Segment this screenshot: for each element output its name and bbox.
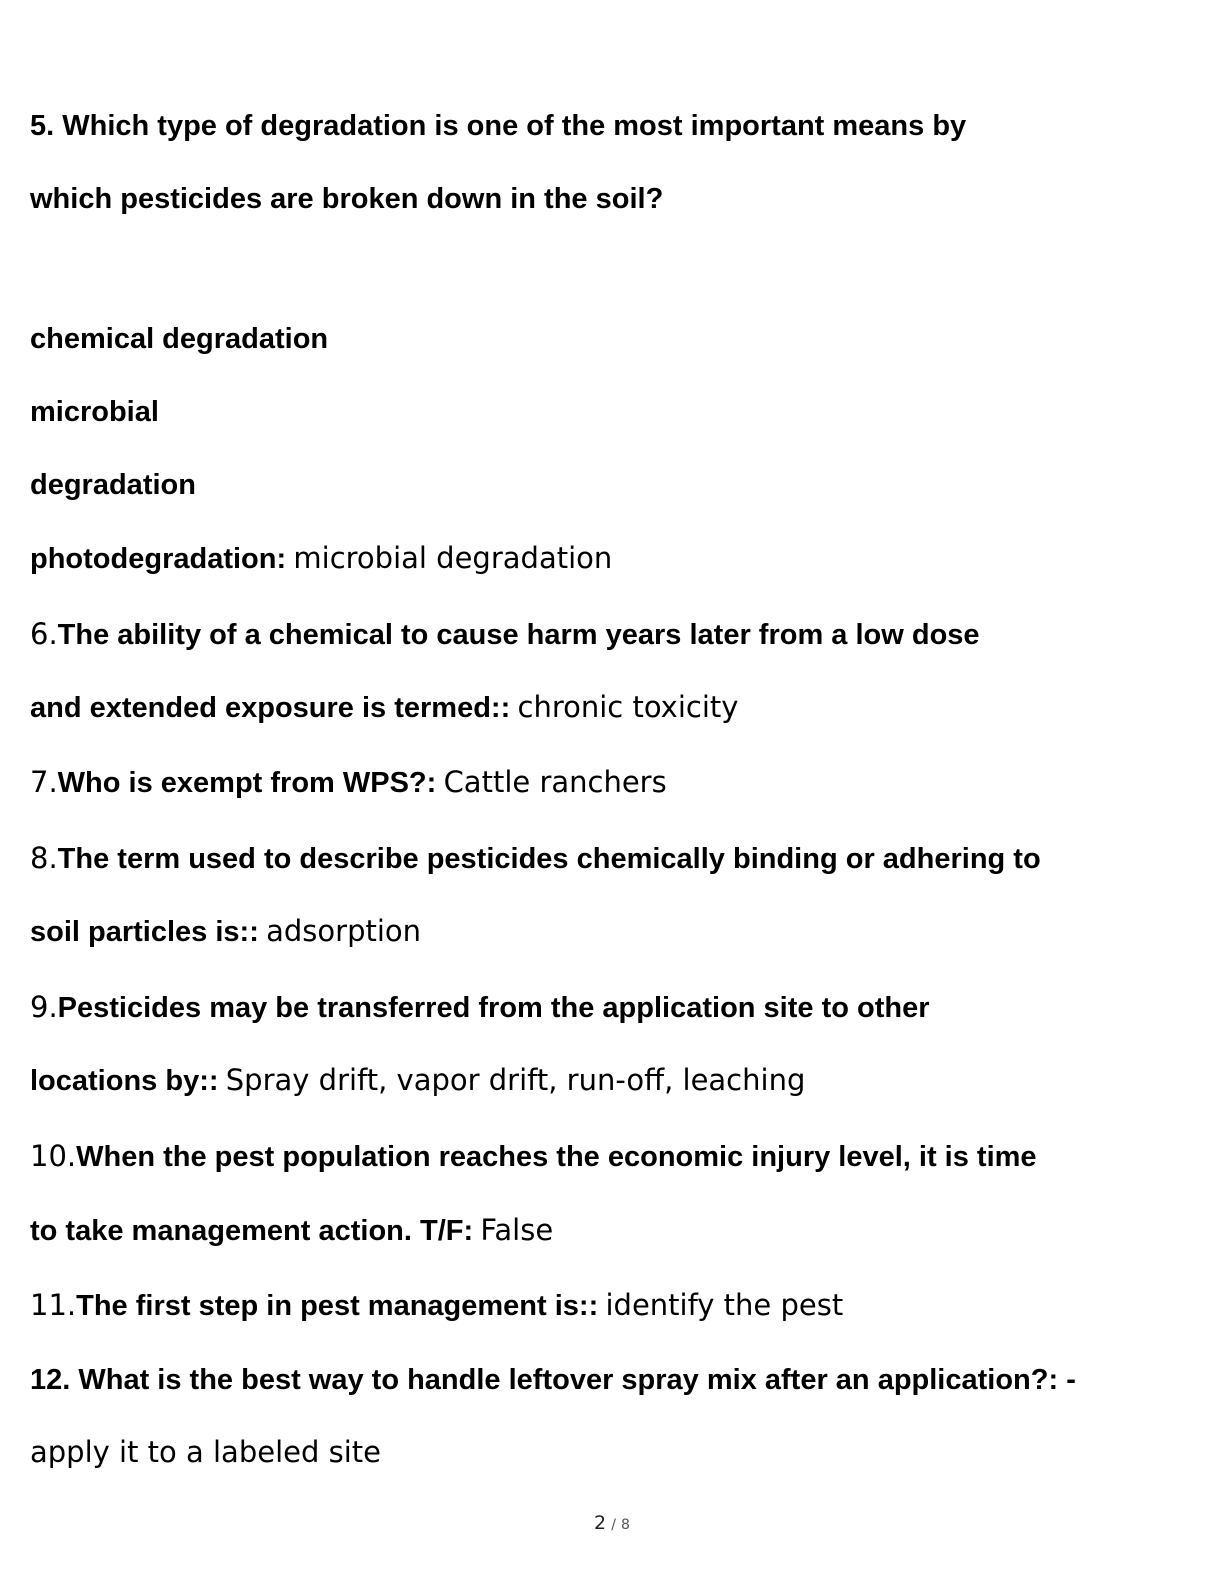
q8-question-line2 [30, 913, 421, 950]
q5-option-photodegradation: photodegradation: [30, 543, 287, 575]
q7-number: 7. [30, 765, 58, 799]
q7-line [30, 764, 667, 801]
q10-answer: False [480, 1213, 554, 1247]
q11-answer: identify the pest [605, 1288, 844, 1322]
q6-question-text-cont: and extended exposure is termed:: [30, 692, 511, 724]
q12-question-line1: 12. What is the best way to handle leftover spray mix after an application?: - [30, 1364, 1076, 1396]
q8-number: 8. [30, 841, 58, 875]
q7-question-text: Who is exempt from WPS?: [57, 767, 437, 799]
q8-question-line1 [30, 840, 1041, 877]
q9-question-line2 [30, 1062, 805, 1099]
q7-answer: Cattle ranchers [443, 765, 667, 799]
q10-number: 10. [30, 1139, 77, 1173]
q8-answer: adsorption [266, 914, 422, 948]
q6-question-text: The ability of a chemical to cause harm years later from a low dose [57, 619, 980, 651]
q5-question-line2: which pesticides are broken down in the soil? [30, 183, 664, 215]
q10-question-text-cont: to take management action. T/F: [30, 1215, 474, 1247]
q11-number: 11. [30, 1288, 77, 1322]
q5-option-chemical: chemical degradation [30, 323, 329, 355]
q8-question-text-cont: soil particles is:: [30, 916, 259, 948]
page-separator: / [611, 1517, 616, 1533]
q6-question-line2 [30, 689, 738, 726]
q5-answer: microbial degradation [293, 541, 613, 575]
page-total: 8 [621, 1517, 630, 1533]
q5-option-degradation: degradation [30, 469, 196, 501]
page-current: 2 [594, 1512, 607, 1534]
q9-answer: Spray drift, vapor drift, run-off, leaching [225, 1063, 806, 1097]
q10-question-line2 [30, 1212, 553, 1249]
q5-option-microbial: microbial [30, 396, 159, 428]
q10-question-text: When the pest population reaches the economic injury level, it is time [76, 1141, 1037, 1173]
q11-question-text: The first step in pest management is:: [76, 1290, 599, 1322]
q6-number: 6. [30, 617, 58, 651]
q9-question-text: Pesticides may be transferred from the application site to other [57, 992, 930, 1024]
q5-question-line1: 5. Which type of degradation is one of the most important means by [30, 110, 967, 142]
q8-question-text: The term used to describe pesticides chemically binding or adhering to [57, 843, 1041, 875]
q9-number: 9. [30, 990, 58, 1024]
q9-question-line1 [30, 989, 930, 1026]
q9-question-text-cont: locations by:: [30, 1065, 219, 1097]
q10-question-line1 [30, 1138, 1037, 1175]
q6-answer: chronic toxicity [517, 690, 739, 724]
page-indicator [0, 1512, 1224, 1534]
q11-line [30, 1287, 843, 1324]
q6-question-line1 [30, 616, 980, 653]
q5-answer-line [30, 540, 612, 577]
q12-answer: apply it to a labeled site [30, 1435, 381, 1469]
